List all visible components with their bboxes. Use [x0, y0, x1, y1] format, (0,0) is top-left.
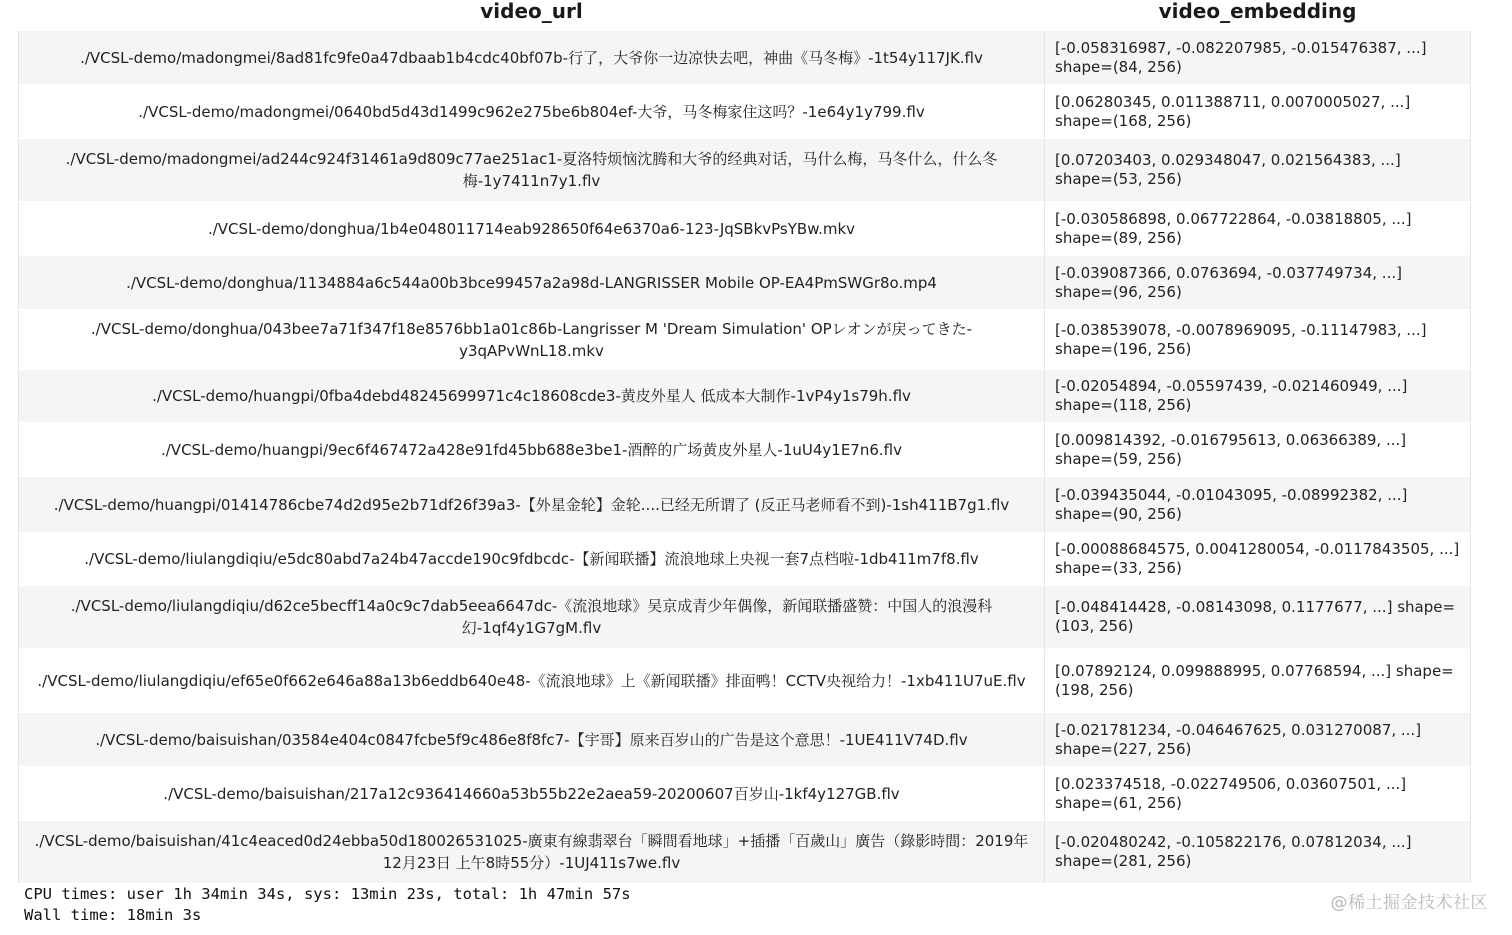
video-embedding-cell: [-0.048414428, -0.08143098, 0.1177677, ...] shape=(103, 256) [1045, 586, 1471, 649]
table-row [19, 370, 1471, 423]
cell-output-timing [24, 884, 631, 926]
table-row [19, 202, 1471, 256]
video-embedding-cell: [-0.038539078, -0.0078969095, -0.11147983, ...] shape=(196, 256) [1045, 310, 1471, 370]
video-url-cell: ./VCSL-demo/liulangdiqiu/d62ce5becff14a0c9c7dab5eea6647dc-《流浪地球》吴京成青少年偶像，新闻联播盛赞：中国人的浪漫科幻-1qf4y1G7gM.flv [19, 586, 1045, 649]
site-watermark: @稀土掘金技术社区 [1330, 893, 1488, 913]
video-url-cell: ./VCSL-demo/donghua/1b4e048011714eab928650f64e6370a6-123-JqSBkvPsYBw.mkv [19, 202, 1045, 256]
dataframe-output [18, 0, 1470, 884]
video-url-cell: ./VCSL-demo/madongmei/0640bd5d43d1499c962e275be6b804ef-大爷，马冬梅家住这吗？-1e64y1y799.flv [19, 85, 1045, 139]
column-header-video-url: video_url [19, 0, 1045, 31]
video-embedding-cell: [-0.030586898, 0.067722864, -0.03818805, ...] shape=(89, 256) [1045, 202, 1471, 256]
table-row [19, 85, 1471, 139]
column-header-video-embedding: video_embedding [1045, 0, 1471, 31]
video-embedding-cell: [-0.00088684575, 0.0041280054, -0.0117843505, ...] shape=(33, 256) [1045, 533, 1471, 586]
video-embedding-cell: [0.023374518, -0.022749506, 0.03607501, ...] shape=(61, 256) [1045, 767, 1471, 821]
cpu-times-text: CPU times: user 1h 34min 34s, sys: 13min 23s, total: 1h 47min 57s [24, 885, 631, 903]
table-row [19, 713, 1471, 767]
video-url-cell: ./VCSL-demo/madongmei/ad244c924f31461a9d809c77ae251ac1-夏洛特烦恼沈腾和大爷的经典对话，马什么梅，马冬什么，什么冬梅-1y7411n7y1.flv [19, 139, 1045, 202]
table-row [19, 533, 1471, 586]
table-row [19, 31, 1471, 85]
wall-time-text: Wall time: 18min 3s [24, 906, 202, 924]
video-url-cell: ./VCSL-demo/huangpi/01414786cbe74d2d95e2b71df26f39a3-【外星金轮】金轮....已经无所谓了 (反正马老师看不到)-1sh411B7g1.flv [19, 477, 1045, 533]
dataframe-table [18, 0, 1471, 884]
table-row [19, 586, 1471, 649]
table-row [19, 477, 1471, 533]
table-row [19, 649, 1471, 713]
video-url-cell: ./VCSL-demo/baisuishan/03584e404c0847fcbe5f9c486e8f8fc7-【宇哥】原来百岁山的广告是这个意思！-1UE411V74D.flv [19, 713, 1045, 767]
table-body [19, 31, 1471, 884]
video-url-cell: ./VCSL-demo/liulangdiqiu/e5dc80abd7a24b47accde190c9fdbcdc-【新闻联播】流浪地球上央视一套7点档啦-1db411m7f8.flv [19, 533, 1045, 586]
video-url-cell: ./VCSL-demo/huangpi/0fba4debd48245699971c4c18608cde3-黄皮外星人 低成本大制作-1vP4y1s79h.flv [19, 370, 1045, 423]
video-embedding-cell: [-0.058316987, -0.082207985, -0.015476387, ...] shape=(84, 256) [1045, 31, 1471, 85]
table-row [19, 767, 1471, 821]
video-url-cell: ./VCSL-demo/liulangdiqiu/ef65e0f662e646a88a13b6eddb640e48-《流浪地球》上《新闻联播》排面鸭！CCTV央视给力！-1xb411U7uE.flv [19, 649, 1045, 713]
video-embedding-cell: [-0.020480242, -0.105822176, 0.07812034, ...] shape=(281, 256) [1045, 821, 1471, 884]
video-embedding-cell: [0.07203403, 0.029348047, 0.021564383, ...] shape=(53, 256) [1045, 139, 1471, 202]
video-url-cell: ./VCSL-demo/huangpi/9ec6f467472a428e91fd45bb688e3be1-酒醉的广场黄皮外星人-1uU4y1E7n6.flv [19, 423, 1045, 477]
video-embedding-cell: [0.06280345, 0.011388711, 0.0070005027, ...] shape=(168, 256) [1045, 85, 1471, 139]
video-embedding-cell: [0.009814392, -0.016795613, 0.06366389, ...] shape=(59, 256) [1045, 423, 1471, 477]
table-row [19, 423, 1471, 477]
video-embedding-cell: [-0.039087366, 0.0763694, -0.037749734, ...] shape=(96, 256) [1045, 256, 1471, 310]
video-url-cell: ./VCSL-demo/donghua/043bee7a71f347f18e8576bb1a01c86b-Langrisser M 'Dream Simulation' OPレオンが戻ってきた-y3qAPvWnL18.mkv [19, 310, 1045, 370]
video-url-cell: ./VCSL-demo/madongmei/8ad81fc9fe0a47dbaab1b4cdc40bf07b-行了，大爷你一边凉快去吧，神曲《马冬梅》-1t54y117JK.flv [19, 31, 1045, 85]
table-header-row [19, 0, 1471, 31]
table-row [19, 821, 1471, 884]
table-row [19, 310, 1471, 370]
video-url-cell: ./VCSL-demo/baisuishan/41c4eaced0d24ebba50d180026531025-廣東有線翡翠台「瞬間看地球」+插播「百歲山」廣告（錄影時間：2019年12月23日 上午8時55分）-1UJ411s7we.flv [19, 821, 1045, 884]
table-row [19, 256, 1471, 310]
video-url-cell: ./VCSL-demo/donghua/1134884a6c544a00b3bce99457a2a98d-LANGRISSER Mobile OP-EA4PmSWGr8o.mp4 [19, 256, 1045, 310]
video-url-cell: ./VCSL-demo/baisuishan/217a12c936414660a53b55b22e2aea59-20200607百岁山-1kf4y127GB.flv [19, 767, 1045, 821]
video-embedding-cell: [0.07892124, 0.099888995, 0.07768594, ...] shape=(198, 256) [1045, 649, 1471, 713]
video-embedding-cell: [-0.021781234, -0.046467625, 0.031270087, ...] shape=(227, 256) [1045, 713, 1471, 767]
video-embedding-cell: [-0.039435044, -0.01043095, -0.08992382, ...] shape=(90, 256) [1045, 477, 1471, 533]
table-row [19, 139, 1471, 202]
video-embedding-cell: [-0.02054894, -0.05597439, -0.021460949, ...] shape=(118, 256) [1045, 370, 1471, 423]
